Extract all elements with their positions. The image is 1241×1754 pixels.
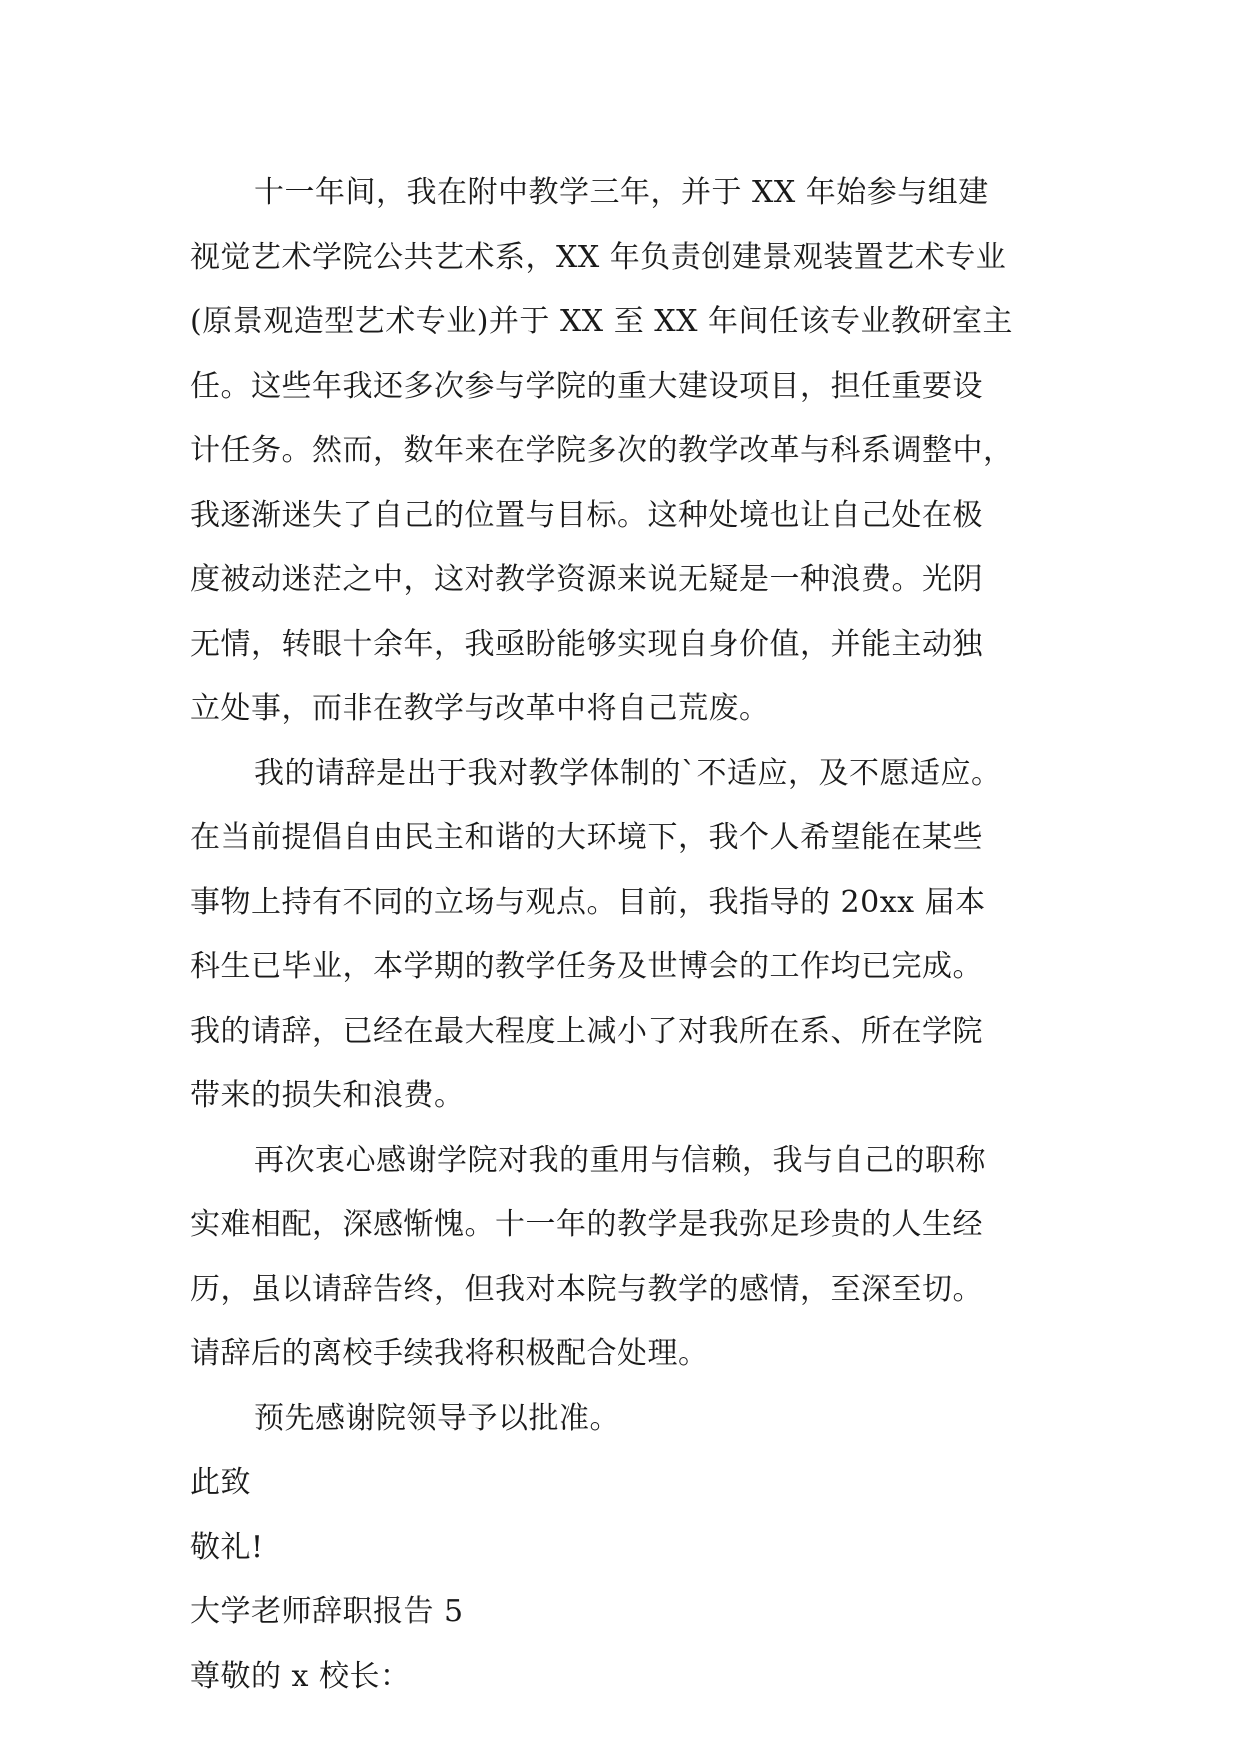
closing-line-2: 敬礼! xyxy=(190,1529,264,1565)
paragraph-line: 任。这些年我还多次参与学院的重大建设项目，担任重要设 xyxy=(190,368,983,404)
paragraph-line: (原景观造型艺术专业)并于 XX 至 XX 年间任该专业教研室主 xyxy=(190,304,1013,339)
paragraph-line: 我的请辞是出于我对教学体制的`不适应，及不愿适应。 xyxy=(254,755,1002,791)
paragraph-line: 度被动迷茫之中，这对教学资源来说无疑是一种浪费。光阴 xyxy=(190,562,983,597)
closing-line-1: 此致 xyxy=(190,1465,251,1500)
paragraph-line: 计任务。然而，数年来在学院多次的教学改革与科系调整中， xyxy=(190,433,1014,468)
next-section-title: 大学老师辞职报告 5 xyxy=(190,1594,464,1629)
paragraph-3 xyxy=(190,1129,1060,1387)
paragraph-line: 我逐渐迷失了自己的位置与目标。这种处境也让自己处在极 xyxy=(190,497,983,533)
paragraph-4: 预先感谢院领导予以批准。 xyxy=(254,1400,620,1436)
paragraph-line: 在当前提倡自由民主和谐的大环境下，我个人希望能在某些 xyxy=(190,820,983,855)
document-body xyxy=(190,161,1060,1709)
paragraph-line: 科生已毕业，本学期的教学任务及世博会的工作均已完成。 xyxy=(190,949,983,984)
paragraph-line: 立处事，而非在教学与改革中将自己荒废。 xyxy=(190,691,770,726)
paragraph-2 xyxy=(190,742,1060,1129)
paragraph-line: 历，虽以请辞告终，但我对本院与教学的感情，至深至切。 xyxy=(190,1271,983,1307)
salutation: 尊敬的 x 校长： xyxy=(190,1658,411,1694)
paragraph-1 xyxy=(190,161,1060,742)
paragraph-line: 我的请辞，已经在最大程度上减小了对我所在系、所在学院 xyxy=(190,1013,983,1049)
paragraph-line: 十一年间，我在附中教学三年，并于 XX 年始参与组建 xyxy=(254,175,989,210)
paragraph-line: 事物上持有不同的立场与观点。目前，我指导的 20xx 届本 xyxy=(190,884,986,920)
paragraph-line: 实难相配，深感惭愧。十一年的教学是我弥足珍贵的人生经 xyxy=(190,1207,983,1242)
paragraph-line: 带来的损失和浪费。 xyxy=(190,1078,465,1113)
paragraph-line: 视觉艺术学院公共艺术系，XX 年负责创建景观装置艺术专业 xyxy=(190,239,1007,275)
paragraph-line: 无情，转眼十余年，我亟盼能够实现自身价值，并能主动独 xyxy=(190,626,983,662)
paragraph-line: 请辞后的离校手续我将积极配合处理。 xyxy=(190,1336,709,1371)
paragraph-line: 再次衷心感谢学院对我的重用与信赖，我与自己的职称 xyxy=(254,1142,986,1178)
